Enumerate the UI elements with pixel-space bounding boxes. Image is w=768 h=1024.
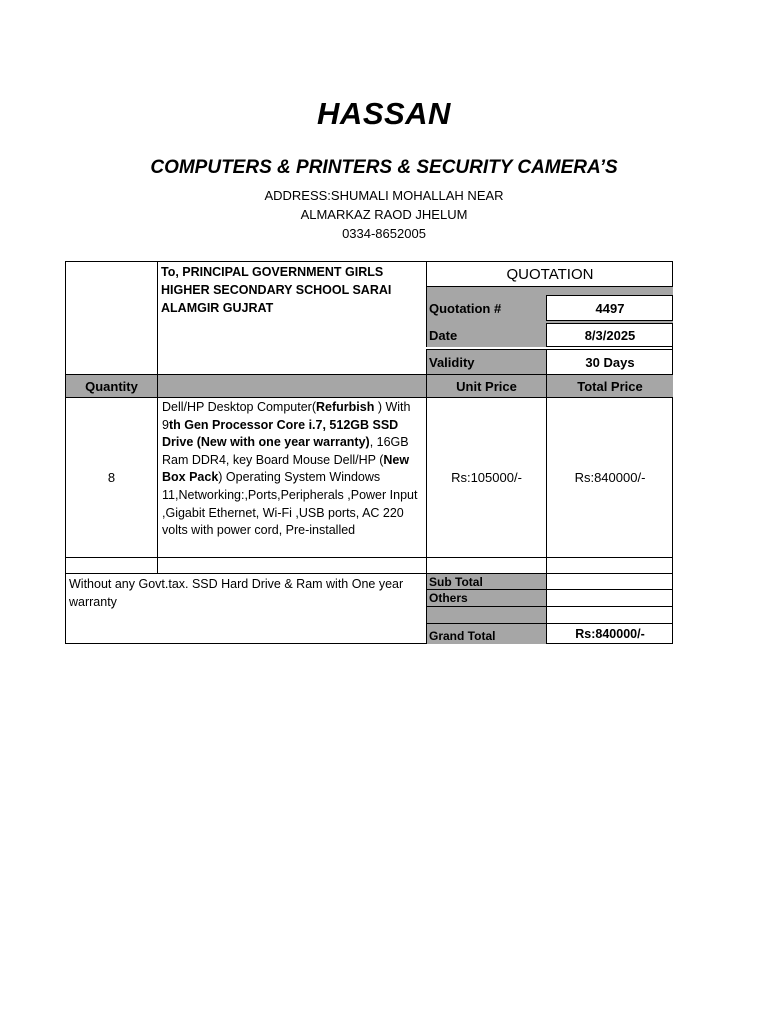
grand-total-value-cell: [546, 623, 673, 644]
recipient-text: To, PRINCIPAL GOVERNMENT GIRLS HIGHER SECONDARY SCHOOL SARAI ALAMGIR GUJRAT: [161, 265, 392, 315]
grand-total-label: Grand Total: [429, 629, 496, 643]
empty-row-total: [546, 557, 673, 573]
item-desc-part5: , 16GB Ram DDR4, key Board Mouse Dell/HP (: [162, 435, 409, 467]
validity-label: Validity: [429, 354, 475, 370]
header-total-price-label: Total Price: [577, 378, 643, 394]
quotation-number-value-cell: [546, 295, 673, 321]
footer-note-cell: [66, 573, 426, 644]
date-value: 8/3/2025: [584, 327, 636, 343]
quotation-title: QUOTATION: [506, 265, 594, 283]
grand-total-label-cell: [426, 623, 546, 644]
header-unit-price: [426, 374, 546, 398]
item-desc-part6: New Box Pack: [162, 452, 410, 485]
empty-row-description: [157, 557, 426, 573]
item-total-price-cell: [546, 398, 673, 557]
validity-label-cell: [426, 349, 546, 374]
quotation-number-label: Quotation #: [429, 300, 502, 316]
subtotal-label: Sub Total: [429, 574, 483, 589]
header-description: [157, 374, 426, 398]
item-quantity-cell: [66, 398, 157, 557]
item-desc-part7: ) Operating System Windows 11,Networking:,Ports,Peripherals ,Power Input ,Gigabit Ethernet, Wi-Fi ,USB ports, AC 220 volts with power cord, Pre-installed: [162, 470, 418, 538]
header-quantity-label: Quantity: [85, 378, 138, 394]
date-label-cell: [426, 323, 546, 347]
date-value-cell: [546, 323, 673, 347]
header-unit-price-label: Unit Price: [456, 378, 517, 394]
date-label: Date: [429, 327, 458, 343]
title-gray-band: [426, 287, 673, 295]
phone-number: 0334-8652005: [342, 226, 426, 241]
quotation-title-cell: [426, 262, 673, 287]
grand-total-value: Rs:840000/-: [575, 627, 645, 641]
header-total-price: [546, 374, 673, 398]
others-value-cell: [546, 589, 673, 606]
recipient-block: [157, 262, 426, 374]
subtotal-label-cell: [426, 573, 546, 589]
others-label: Others: [429, 591, 468, 605]
others-label-cell: [426, 589, 546, 606]
validity-value: 30 Days: [585, 354, 635, 370]
item-desc-part2: Refurbish: [316, 400, 375, 414]
item-desc-part4: th Gen Processor Core i.7, 512GB SSD Drive (New with one year warranty): [162, 417, 399, 450]
address-line-1: ADDRESS:SHUMALI MOHALLAH NEAR: [264, 188, 504, 203]
empty-row-unit: [426, 557, 546, 573]
empty-row-quantity: [66, 557, 157, 573]
item-quantity: 8: [107, 470, 116, 485]
company-name: HASSAN: [317, 96, 451, 131]
subtotal-value-cell: [546, 573, 673, 589]
quotation-number-label-cell: [426, 295, 546, 321]
quotation-number-value: 4497: [595, 300, 625, 316]
quotation-sheet: [65, 261, 673, 644]
item-total-price: Rs:840000/-: [574, 470, 646, 485]
header-quantity: [66, 374, 157, 398]
address-line-2: ALMARKAZ RAOD JHELUM: [300, 207, 468, 222]
item-desc-part3: ) With 9: [162, 400, 411, 432]
item-desc-part1: Dell/HP Desktop Computer(: [162, 400, 316, 414]
item-description-cell: [157, 398, 426, 557]
item-unit-price-cell: [426, 398, 546, 557]
footer-note: Without any Govt.tax. SSD Hard Drive & Ram with One year warranty: [69, 577, 404, 609]
blank-value-cell: [546, 606, 673, 623]
validity-value-cell: [546, 349, 673, 374]
blank-label-cell: [426, 606, 546, 623]
company-tagline: COMPUTERS & PRINTERS & SECURITY CAMERA’S: [150, 157, 618, 178]
item-unit-price: Rs:105000/-: [451, 470, 522, 485]
